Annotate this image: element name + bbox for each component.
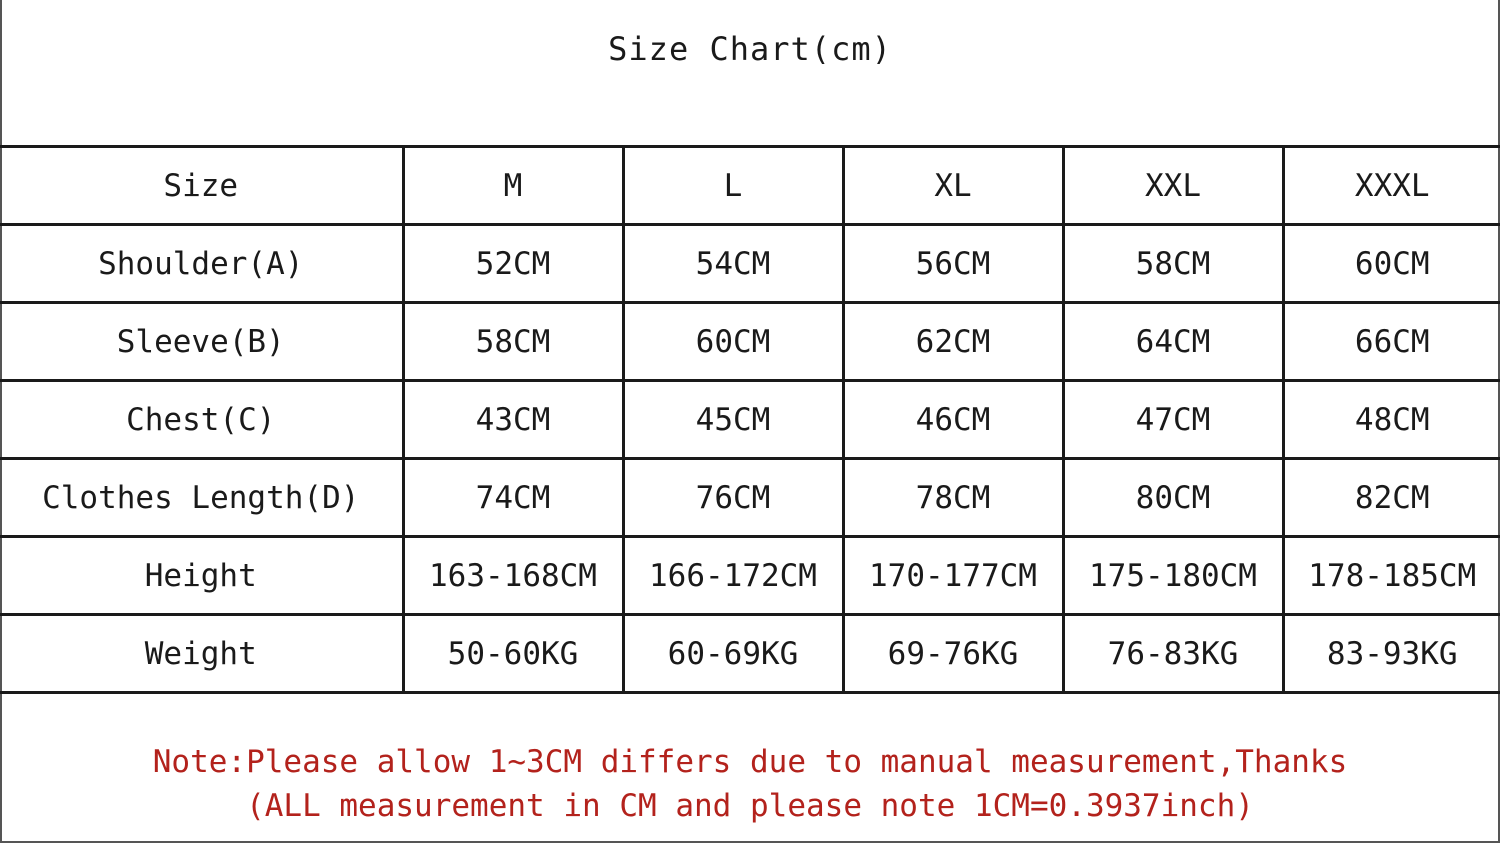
table-cell: 76-83KG xyxy=(1063,615,1283,693)
header-cell: L xyxy=(623,147,843,225)
table-cell: 80CM xyxy=(1063,459,1283,537)
table-cell: 62CM xyxy=(843,303,1063,381)
note-line-2: (ALL measurement in CM and please note 1CM=0.3937inch) xyxy=(246,788,1254,824)
table-cell: 46CM xyxy=(843,381,1063,459)
measurement-note xyxy=(0,740,1500,828)
table-row xyxy=(0,459,1500,537)
table-cell: 54CM xyxy=(623,225,843,303)
table-cell: 50-60KG xyxy=(403,615,623,693)
row-label: Height xyxy=(0,537,403,615)
header-cell: XXL xyxy=(1063,147,1283,225)
row-label: Shoulder(A) xyxy=(0,225,403,303)
table-cell: 47CM xyxy=(1063,381,1283,459)
table-cell: 163-168CM xyxy=(403,537,623,615)
table-cell: 60CM xyxy=(623,303,843,381)
table-cell: 60CM xyxy=(1283,225,1500,303)
table-cell: 48CM xyxy=(1283,381,1500,459)
table-cell: 60-69KG xyxy=(623,615,843,693)
table-cell: 66CM xyxy=(1283,303,1500,381)
row-label: Sleeve(B) xyxy=(0,303,403,381)
table-cell: 78CM xyxy=(843,459,1063,537)
header-cell: Size xyxy=(0,147,403,225)
header-cell: XXXL xyxy=(1283,147,1500,225)
table-row xyxy=(0,303,1500,381)
table-cell: 58CM xyxy=(403,303,623,381)
table-row xyxy=(0,225,1500,303)
table-row xyxy=(0,381,1500,459)
table-cell: 83-93KG xyxy=(1283,615,1500,693)
table-cell: 64CM xyxy=(1063,303,1283,381)
table-cell: 76CM xyxy=(623,459,843,537)
row-label: Weight xyxy=(0,615,403,693)
table-cell: 178-185CM xyxy=(1283,537,1500,615)
table-cell: 56CM xyxy=(843,225,1063,303)
table-cell: 82CM xyxy=(1283,459,1500,537)
size-table xyxy=(0,145,1500,694)
table-cell: 175-180CM xyxy=(1063,537,1283,615)
table-row xyxy=(0,615,1500,693)
table-cell: 170-177CM xyxy=(843,537,1063,615)
table-header-row xyxy=(0,147,1500,225)
table-cell: 52CM xyxy=(403,225,623,303)
table-cell: 58CM xyxy=(1063,225,1283,303)
header-cell: XL xyxy=(843,147,1063,225)
note-line-1: Note:Please allow 1~3CM differs due to manual measurement,Thanks xyxy=(152,744,1348,780)
row-label: Chest(C) xyxy=(0,381,403,459)
row-label: Clothes Length(D) xyxy=(0,459,403,537)
page-title: Size Chart(cm) xyxy=(608,30,892,68)
header-cell: M xyxy=(403,147,623,225)
table-cell: 43CM xyxy=(403,381,623,459)
table-cell: 45CM xyxy=(623,381,843,459)
table-cell: 69-76KG xyxy=(843,615,1063,693)
table-cell: 166-172CM xyxy=(623,537,843,615)
table-cell: 74CM xyxy=(403,459,623,537)
table-row xyxy=(0,537,1500,615)
